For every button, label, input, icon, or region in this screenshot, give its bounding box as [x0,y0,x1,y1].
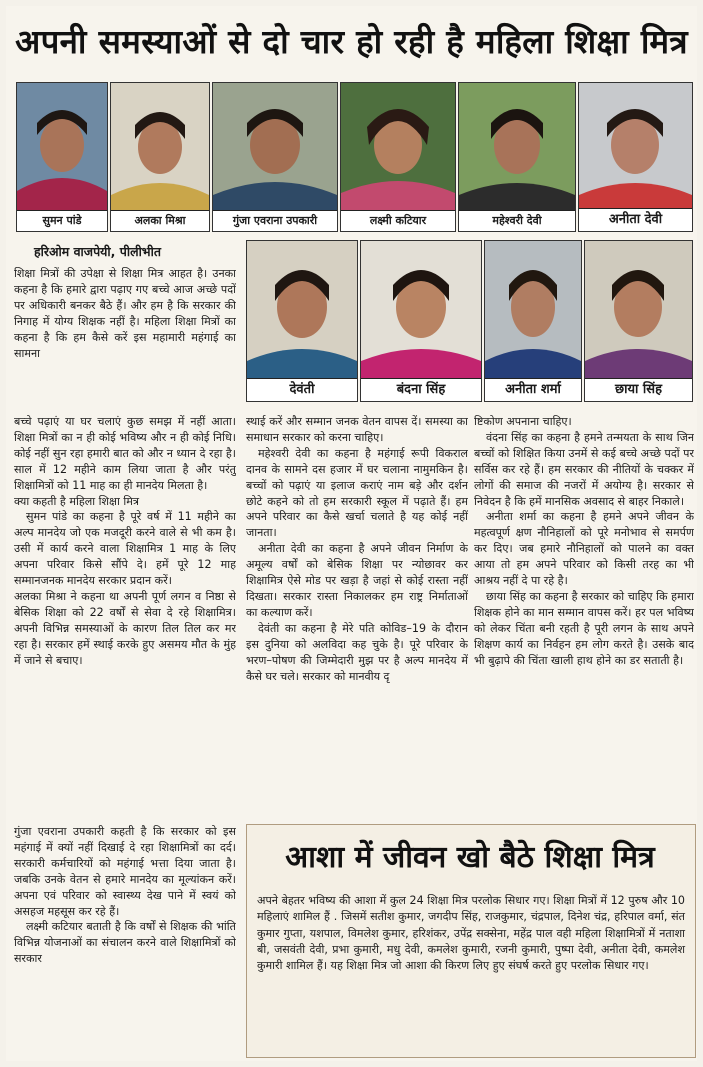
photo-chhaya-singh [584,240,693,402]
paragraph: लक्ष्मी कटियार बताती है कि वर्षों से शिक्षक की भांति विभिन्न योजनाओं का संचालन करने वाले शिक्षामित्रों को सरकार [14,920,236,966]
paragraph: वंदना सिंह का कहना है हमने तन्मयता के साथ जिन बच्चों को शिक्षित किया उनमें से कई बच्चे अच्छे पदों पर सर्विस कर रहे हैं। हम सरकार की नीतियों के चक्कर में लोगों की समाज की नजरों में अयोग्य है। सरकार से निवेदन है कि हमें मानसिक अवसाद से बाहर निकाले। [474,430,694,508]
box-headline: आशा में जीवन खो बैठे शिक्षा मित्र [285,840,655,875]
photo-suman-pandey [16,82,108,232]
photo-bandana-singh [360,240,482,402]
newspaper-page [6,6,697,1061]
photo-caption: अनीता शर्मा [485,378,581,401]
boxed-story [246,824,696,1058]
photo-caption: लक्ष्मी कटियार [341,210,455,231]
portrait-image [247,241,357,401]
portrait-image [459,83,575,231]
photo-caption: सुमन पांडे [17,210,107,231]
photo-maheshwari-devi [458,82,576,232]
photo-caption: अनीता देवी [579,208,692,231]
paragraph: बच्चे पढ़ाएं या घर चलाएं कुछ समझ में नहीं आता। शिक्षा मित्रों का न ही कोई भविष्य और न ही कोई निधि। कोई नहीं सुन रहा हमारी बात को और न ध्यान दे रहा है। साल में 12 महीने काम लिया जाता है और परंतु शिक्षामित्रों को 11 माह का ही मानदेय मिलता है। [14,415,236,492]
photo-caption: देवंती [247,378,357,401]
subheading: क्या कहती है महिला शिक्षा मित्र [14,494,140,508]
portrait-image [361,241,481,401]
photo-gunja-evrana [212,82,338,232]
photo-alka-mishra [110,82,210,232]
intro-paragraph: शिक्षा मित्रों की उपेक्षा से शिक्षा मित्र आहत है। उनका कहना है कि हमारे द्वारा पढ़ाए गए बच्चे आज अच्छे पदों पर अधिकारी बनकर बैठे हैं। और हम है कि सरकार की निगाह में योग्य शिक्षक नहीं है। महिला शिक्षा मित्रों का कहना है कि हम कैसे करें इस महामारी महंगाई का सामना [14,267,236,360]
article-column-1-cont [14,824,236,1060]
paragraph: स्थाई करें और सम्मान जनक वेतन वापस दें। समस्या का समाधान सरकार को करना चाहिए। [246,415,468,444]
paragraph: महेश्वरी देवी का कहना है महंगाई रूपी विकराल दानव के सामने दस हजार में घर चलाना नामुमकिन है। बच्चों को पढ़ाएं या इलाज कराएं नाम बड़े और दर्शन छोटे कहने को तो हम सरकारी स्कूल में पढ़ाते हैं। हम अपने परिवार का कैसे खर्चा चलाते है यह कोई नहीं जानता। [246,446,468,540]
paragraph: गुंजा एवराना उपकारी कहती है कि सरकार को इस महंगाई में क्यों नहीं दिखाई दे रहा शिक्षामित्रों का दर्द। सरकारी कर्मचारियों को महंगाई भत्ता दिया जाता है। जबकि उनके वेतन से हमारे मानदेय का मूल्यांकन करें। अपना एवं परिवार को स्वास्थ्य देख पाने में स्वयं को असहज महसूस कर रहे हैं। [14,825,236,918]
article-column-3 [474,414,694,818]
paragraph: देवंती का कहना है मेरे पति कोविड–19 के दौरान इस दुनिया को अलविदा कह चुके है। पूरे परिवार के भरण–पोषण की जिम्मेदारी मुझ पर है अल्प मानदेय में कैसे घर चले। सरकार को मानवीय दृ [246,621,468,683]
paragraph: सुमन पांडे का कहना है पूरे वर्ष में 11 महीने का अल्प मानदेय जो एक मजदूरी करने वाले से भी कम है। उसी में कार्य करने वाला शिक्षामित्र 1 माह के लिए अपना परिवार किसे सौंपे दे। हमें पूरे 12 माह सम्मानजनक मानदेय सरकार प्रदान करें। [14,510,236,588]
portrait-image [17,83,107,231]
article-column-2 [246,414,468,814]
paragraph: छाया सिंह का कहना है सरकार को चाहिए कि हमारा शिक्षक होने का मान सम्मान वापस करें। हर पल भविष्य को लेकर चिंता बनी रहती है पूरी लगन के साथ अपने शिक्षण कार्य का निर्वहन हम लोग करते है। उसके बाद भी बुढ़ापे की चिंता खाली हाथ होने का डर सताती है। [474,589,694,667]
portrait-image [341,83,455,231]
paragraph: अलका मिश्रा ने कहना था अपनी पूर्ण लगन व निष्ठा से बेसिक शिक्षा को 22 वर्षों से सेवा दे रहे शिक्षामित्र। अपनी विभिन्न समस्याओं के कारण तिल तिल कर मर रहा है। सरकार हमें स्थाई करके हुए असमय मौत के मुंह में जाने से बचाए। [14,589,236,667]
photo-caption: छाया सिंह [585,378,692,401]
portrait-image [213,83,337,231]
portrait-image [111,83,209,231]
byline: हरिओम वाजपेयी, पीलीभीत [34,244,161,259]
portrait-image [585,241,692,401]
photo-anita-devi [578,82,693,232]
box-body: अपने बेहतर भविष्य की आशा में कुल 24 शिक्षा मित्र परलोक सिधार गए। शिक्षा मित्रों में 12 पुरुष और 10 महिलाएं शामिल हैं . जिसमें सतीश कुमार, जगदीप सिंह, राजकुमार, चंद्रपाल, दिनेश चंद्र, हरिपाल वर्मा, संत कुमार गुप्ता, यशपाल, विमलेश कुमार, हरिशंकर, उपेंद्र सक्सेना, महेंद्र पाल वही महिला शिक्षामित्रों में नताशा बी, जसवंती देवी, प्रभा कुमारी, मधु देवी, कमलेश कुमारी, रजनी कुमारी, पुष्पा देवी, अनीता देवी, कमलेश कुमारी शामिल हैं। यह शिक्षा मित्र जो आशा की किरण लिए हुए संघर्ष करते हुए परलोक सिधार गए। [257,894,685,973]
photo-caption: अलका मिश्रा [111,210,209,231]
photo-devanti [246,240,358,402]
paragraph: ष्टिकोण अपनाना चाहिए। [474,415,572,428]
photo-anita-sharma [484,240,582,402]
photo-caption: गुंजा एवराना उपकारी [213,210,337,231]
article-intro [14,266,236,414]
article-column-1 [14,414,236,814]
photo-caption: बंदना सिंह [361,378,481,401]
photo-caption: महेश्वरी देवी [459,210,575,231]
paragraph: अनीता शर्मा का कहना है हमने अपने जीवन के महत्वपूर्ण क्षण नौनिहालों को पूरे मनोभाव से समर्पण कर दिए। जब हमारे नौनिहालों को पालने का वक्त आया तो हम अपने परिवार को किसी तरह का भी आश्रय नहीं दे पा रहे है। [474,510,694,588]
photo-laxmi-katiyar [340,82,456,232]
paragraph: अनीता देवी का कहना है अपने जीवन निर्माण के अमूल्य वर्षों को बेसिक शिक्षा पर न्योछावर कर शिक्षामित्र ऐसे मोड पर खड़ा है जहां से कोई रास्ता नहीं दिखता। सरकार रास्ता निकालकर हम राष्ट्र निर्माताओं का कल्याण करें। [246,542,468,619]
portrait-image [485,241,581,401]
page-headline: अपनी समस्याओं से दो चार हो रही है महिला शिक्षा मित्र [15,22,688,61]
